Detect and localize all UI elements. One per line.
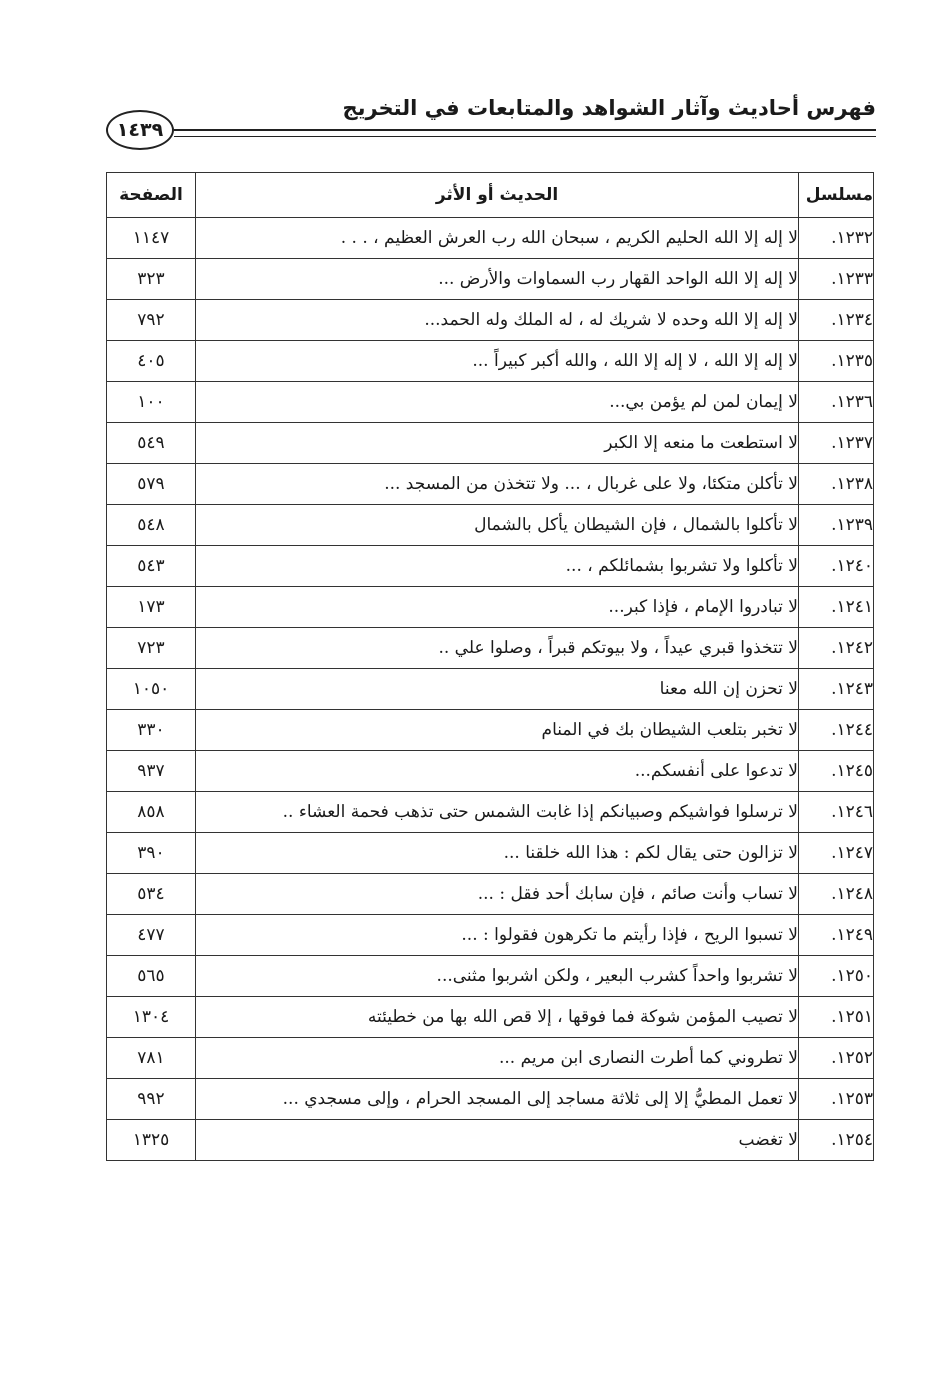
page-header bbox=[104, 96, 876, 160]
cell-text: لا تبادروا الإمام ، فإذا كبر... bbox=[196, 587, 799, 628]
cell-serial: ١٢٣٤. bbox=[799, 300, 874, 341]
column-header-page: الصفحة bbox=[107, 173, 196, 218]
cell-page: ٩٩٢ bbox=[107, 1079, 196, 1120]
cell-page: ٥٦٥ bbox=[107, 956, 196, 997]
cell-text: لا إله إلا الله ، لا إله إلا الله ، والله أكبر كبيراً ... bbox=[196, 341, 799, 382]
cell-page: ٤٠٥ bbox=[107, 341, 196, 382]
cell-text: لا تصيب المؤمن شوكة فما فوقها ، إلا قص الله بها من خطيئته bbox=[196, 997, 799, 1038]
table-row bbox=[107, 259, 874, 300]
cell-page: ١٣٠٤ bbox=[107, 997, 196, 1038]
cell-page: ١٣٢٥ bbox=[107, 1120, 196, 1161]
cell-page: ٧٢٣ bbox=[107, 628, 196, 669]
cell-serial: ١٢٣٦. bbox=[799, 382, 874, 423]
cell-serial: ١٢٤٠. bbox=[799, 546, 874, 587]
table-row bbox=[107, 587, 874, 628]
table-row bbox=[107, 833, 874, 874]
table-body bbox=[107, 218, 874, 1161]
cell-page: ١٠٠ bbox=[107, 382, 196, 423]
cell-serial: ١٢٤٤. bbox=[799, 710, 874, 751]
cell-text: لا استطعت ما منعه إلا الكبر bbox=[196, 423, 799, 464]
table-row bbox=[107, 710, 874, 751]
cell-page: ١٠٥٠ bbox=[107, 669, 196, 710]
cell-page: ٣٣٠ bbox=[107, 710, 196, 751]
table-row bbox=[107, 505, 874, 546]
table-row bbox=[107, 341, 874, 382]
cell-serial: ١٢٤٣. bbox=[799, 669, 874, 710]
cell-page: ٣٩٠ bbox=[107, 833, 196, 874]
cell-page: ٥٤٩ bbox=[107, 423, 196, 464]
cell-serial: ١٢٣٨. bbox=[799, 464, 874, 505]
cell-page: ١٧٣ bbox=[107, 587, 196, 628]
cell-text: لا تساب وأنت صائم ، فإن سابك أحد فقل : ... bbox=[196, 874, 799, 915]
table-row bbox=[107, 751, 874, 792]
cell-serial: ١٢٣٥. bbox=[799, 341, 874, 382]
cell-text: لا تزالون حتى يقال لكم : هذا الله خلقنا ... bbox=[196, 833, 799, 874]
cell-serial: ١٢٤٩. bbox=[799, 915, 874, 956]
cell-page: ٧٨١ bbox=[107, 1038, 196, 1079]
page-number: ١٤٣٩ bbox=[106, 110, 174, 150]
table-header-row bbox=[107, 173, 874, 218]
cell-text: لا إله إلا الله الواحد القهار رب السماوات والأرض ... bbox=[196, 259, 799, 300]
cell-text: لا تتخذوا قبري عيداً ، ولا بيوتكم قبراً ، وصلوا علي .. bbox=[196, 628, 799, 669]
table-row bbox=[107, 1079, 874, 1120]
cell-serial: ١٢٥١. bbox=[799, 997, 874, 1038]
cell-page: ٧٩٢ bbox=[107, 300, 196, 341]
hadith-index-table bbox=[106, 172, 874, 1161]
table-row bbox=[107, 628, 874, 669]
header-rule bbox=[174, 129, 876, 137]
cell-serial: ١٢٣٢. bbox=[799, 218, 874, 259]
table-row bbox=[107, 1120, 874, 1161]
table-row bbox=[107, 218, 874, 259]
table-row bbox=[107, 792, 874, 833]
cell-text: لا إله إلا الله وحده لا شريك له ، له الملك وله الحمد... bbox=[196, 300, 799, 341]
cell-text: لا تخبر بتلعب الشيطان بك في المنام bbox=[196, 710, 799, 751]
table-row bbox=[107, 669, 874, 710]
cell-page: ٥٤٨ bbox=[107, 505, 196, 546]
cell-serial: ١٢٣٩. bbox=[799, 505, 874, 546]
cell-serial: ١٢٤٦. bbox=[799, 792, 874, 833]
cell-text: لا تعمل المطيُّ إلا إلى ثلاثة مساجد إلى المسجد الحرام ، وإلى مسجدي ... bbox=[196, 1079, 799, 1120]
cell-page: ٤٧٧ bbox=[107, 915, 196, 956]
cell-page: ٩٣٧ bbox=[107, 751, 196, 792]
cell-text: لا تسبوا الريح ، فإذا رأيتم ما تكرهون فقولوا : ... bbox=[196, 915, 799, 956]
cell-serial: ١٢٥٣. bbox=[799, 1079, 874, 1120]
table-row bbox=[107, 423, 874, 464]
cell-serial: ١٢٤٥. bbox=[799, 751, 874, 792]
cell-text: لا تشربوا واحداً كشرب البعير ، ولكن اشربوا مثنى... bbox=[196, 956, 799, 997]
cell-text: لا تأكلوا ولا تشربوا بشمائلكم ، ... bbox=[196, 546, 799, 587]
table-row bbox=[107, 382, 874, 423]
table-row bbox=[107, 546, 874, 587]
cell-serial: ١٢٥٤. bbox=[799, 1120, 874, 1161]
cell-serial: ١٢٥٠. bbox=[799, 956, 874, 997]
cell-text: لا تأكلن متكئا، ولا على غربال ، ... ولا تتخذن من المسجد ... bbox=[196, 464, 799, 505]
cell-page: ٣٢٣ bbox=[107, 259, 196, 300]
cell-text: لا إيمان لمن لم يؤمن بي... bbox=[196, 382, 799, 423]
table-row bbox=[107, 464, 874, 505]
cell-page: ٥٧٩ bbox=[107, 464, 196, 505]
cell-text: لا تأكلوا بالشمال ، فإن الشيطان يأكل بالشمال bbox=[196, 505, 799, 546]
table-row bbox=[107, 997, 874, 1038]
table-row bbox=[107, 300, 874, 341]
cell-page: ١١٤٧ bbox=[107, 218, 196, 259]
cell-page: ٥٤٣ bbox=[107, 546, 196, 587]
cell-text: لا تطروني كما أطرت النصارى ابن مريم ... bbox=[196, 1038, 799, 1079]
cell-serial: ١٢٤٢. bbox=[799, 628, 874, 669]
column-header-text: الحديث أو الأثر bbox=[196, 173, 799, 218]
table-row bbox=[107, 874, 874, 915]
table-row bbox=[107, 915, 874, 956]
cell-text: لا إله إلا الله الحليم الكريم ، سبحان الله رب العرش العظيم ، . . . bbox=[196, 218, 799, 259]
column-header-serial: مسلسل bbox=[799, 173, 874, 218]
cell-page: ٨٥٨ bbox=[107, 792, 196, 833]
cell-serial: ١٢٤٧. bbox=[799, 833, 874, 874]
cell-serial: ١٢٤١. bbox=[799, 587, 874, 628]
table-row bbox=[107, 956, 874, 997]
cell-text: لا تدعوا على أنفسكم... bbox=[196, 751, 799, 792]
page-title: فهرس أحاديث وآثار الشواهد والمتابعات في التخريج bbox=[342, 96, 876, 120]
cell-serial: ١٢٥٢. bbox=[799, 1038, 874, 1079]
cell-text: لا تحزن إن الله معنا bbox=[196, 669, 799, 710]
cell-serial: ١٢٣٧. bbox=[799, 423, 874, 464]
table-row bbox=[107, 1038, 874, 1079]
cell-serial: ١٢٤٨. bbox=[799, 874, 874, 915]
cell-text: لا تغضب bbox=[196, 1120, 799, 1161]
cell-page: ٥٣٤ bbox=[107, 874, 196, 915]
cell-serial: ١٢٣٣. bbox=[799, 259, 874, 300]
cell-text: لا ترسلوا فواشيكم وصبيانكم إذا غابت الشمس حتى تذهب فحمة العشاء .. bbox=[196, 792, 799, 833]
